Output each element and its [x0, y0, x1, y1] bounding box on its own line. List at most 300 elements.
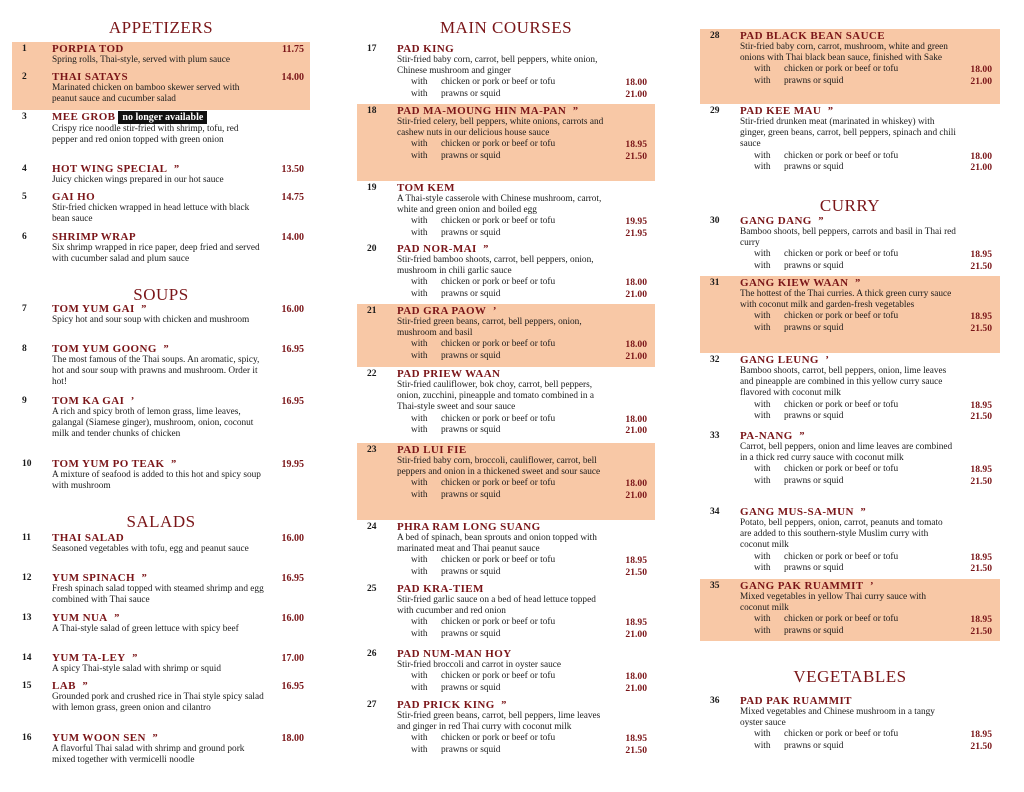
- option-price: 21.50: [970, 626, 992, 638]
- item-description: Juicy chicken wings prepared in our hot sauce: [52, 175, 224, 185]
- option-with-label: with: [411, 555, 428, 566]
- option-with-label: with: [411, 339, 428, 350]
- section-heading-salads: SALADS: [126, 512, 196, 531]
- item-description: A Thai-style salad of green lettuce with spicy beef: [52, 624, 239, 634]
- item-description: Stir-fried baby corn, broccoli, cauliflower, carrot, bell peppers and onion in a thickened sweet and sour sauce: [397, 456, 601, 478]
- item-number: 36: [710, 696, 720, 706]
- option-price: 18.00: [970, 150, 992, 162]
- item-description: Spicy hot and sour soup with chicken and mushroom: [52, 315, 250, 325]
- item-name: SHRIMP WRAP: [52, 231, 136, 243]
- item-name-row: [740, 354, 996, 366]
- menu-item-lab: [12, 679, 310, 714]
- item-name-row: [740, 215, 996, 227]
- menu-item-tom-ka-gai: [12, 394, 310, 441]
- price-option-row: [411, 490, 651, 502]
- item-description: Stir-fried baby corn, carrot, bell peppers, white onion, Chinese mushroom and ginger: [397, 55, 598, 77]
- item-name: PAD KING: [397, 43, 455, 55]
- price-option-row: [754, 261, 996, 273]
- price-option-row: [754, 411, 996, 423]
- item-name: PORPIA TOD: [52, 43, 124, 55]
- menu-item-tom-yum-po-teak: [12, 457, 310, 492]
- item-name: GANG LEUNG: [740, 354, 819, 366]
- item-price: 16.95: [281, 396, 304, 407]
- option-protein: prawns or squid: [441, 89, 501, 100]
- option-protein: chicken or pork or beef or tofu: [441, 555, 556, 566]
- option-protein: prawns or squid: [784, 323, 844, 334]
- option-price: 18.95: [625, 555, 647, 567]
- item-description: Grounded pork and crushed rice in Thai style spicy salad with lemon grass, green onion and cilantro: [52, 692, 264, 714]
- price-option-row: [411, 671, 651, 683]
- item-price: 14.00: [281, 232, 304, 243]
- chili-spicy-icon: ”: [140, 572, 146, 584]
- option-with-label: with: [411, 89, 428, 100]
- section-heading-vegetables: VEGETABLES: [793, 667, 907, 686]
- option-protein: prawns or squid: [441, 567, 501, 578]
- option-price: 21.00: [970, 162, 992, 174]
- item-description: Stir-fried celery, bell peppers, white onions, carrots and cashew nuts in our delicious house sauce: [397, 117, 604, 139]
- option-protein: chicken or pork or beef or tofu: [784, 551, 899, 562]
- item-number: 3: [22, 112, 27, 122]
- menu-item-yum-spinach: [12, 571, 310, 606]
- option-price: 18.95: [970, 614, 992, 626]
- option-price: 21.00: [625, 351, 647, 363]
- item-description: Potato, bell peppers, onion, carrot, peanuts and tomato are added to this southern-style Muslim curry with coconut milk: [740, 518, 943, 551]
- item-name-row: [52, 612, 306, 624]
- option-price: 21.00: [625, 629, 647, 641]
- price-option-row: [411, 151, 651, 163]
- option-price: 18.95: [625, 733, 647, 745]
- price-option-row: [411, 89, 651, 101]
- item-number: 6: [22, 232, 27, 242]
- item-name: TOM YUM GAI: [52, 303, 135, 315]
- menu-item-gang-mus-sa-mun: [700, 505, 1000, 575]
- option-protein: chicken or pork or beef or tofu: [441, 216, 556, 227]
- option-with-label: with: [754, 729, 771, 740]
- item-description: Stir-fried bamboo shoots, carrot, bell peppers, onion, mushroom in chili garlic sauce: [397, 255, 594, 277]
- option-protein: prawns or squid: [441, 289, 501, 300]
- item-name-row: [740, 695, 996, 707]
- option-protein: prawns or squid: [441, 490, 501, 501]
- chili-spicy-icon: ”: [859, 506, 865, 518]
- option-protein: chicken or pork or beef or tofu: [441, 277, 556, 288]
- item-name-row: [397, 444, 651, 456]
- option-protein: chicken or pork or beef or tofu: [784, 311, 899, 322]
- item-number: 2: [22, 72, 27, 82]
- item-description: Seasoned vegetables with tofu, egg and peanut sauce: [52, 544, 249, 554]
- chili-spicy-icon: ”: [173, 163, 178, 175]
- menu-item-pad-lui-fie: [357, 443, 655, 520]
- item-number: 26: [367, 649, 377, 659]
- item-description: Stir-fried chicken wrapped in head lettuce with black bean sauce: [52, 203, 250, 225]
- item-name: GANG DANG: [740, 215, 812, 227]
- item-description: Stir-fried green beans, carrot, bell peppers, onion, mushroom and basil: [397, 317, 582, 339]
- item-name-row: [52, 71, 306, 83]
- option-with-label: with: [754, 626, 771, 637]
- item-description: Spring rolls, Thai-style, served with plum sauce: [52, 55, 230, 65]
- option-with-label: with: [411, 216, 428, 227]
- item-name-row: [397, 368, 651, 380]
- item-name-row: [740, 277, 996, 289]
- option-protein: prawns or squid: [784, 261, 844, 272]
- menu-item-hot-wing-special: [12, 162, 310, 186]
- option-protein: prawns or squid: [784, 162, 844, 173]
- option-protein: chicken or pork or beef or tofu: [784, 249, 899, 260]
- chili-spicy-icon: ’: [824, 354, 828, 366]
- menu-item-pad-kra-tiem: [357, 582, 655, 641]
- chili-spicy-icon: ”: [140, 303, 146, 315]
- item-name: LAB: [52, 680, 76, 692]
- item-name-row: [52, 191, 306, 203]
- option-with-label: with: [754, 261, 771, 272]
- item-name: HOT WING SPECIAL: [52, 163, 168, 175]
- price-option-row: [411, 733, 651, 745]
- menu-item-pad-ma-moung-hin-ma-pan: [357, 104, 655, 181]
- price-option-row: [411, 77, 651, 89]
- item-number: 32: [710, 355, 720, 365]
- price-option-row: [754, 323, 996, 335]
- item-name-row: [52, 652, 306, 664]
- option-with-label: with: [411, 139, 428, 150]
- menu-item-pad-kee-mau: [700, 104, 1000, 174]
- price-option-row: [754, 552, 996, 564]
- item-price: 16.95: [281, 681, 304, 692]
- price-option-row: [754, 64, 996, 76]
- item-description: Mixed vegetables in yellow Thai curry sauce with coconut milk: [740, 592, 926, 614]
- option-protein: chicken or pork or beef or tofu: [784, 64, 899, 75]
- price-option-row: [754, 162, 996, 174]
- item-name-row: [52, 111, 306, 124]
- price-option-row: [754, 400, 996, 412]
- item-name: PAD MA-MOUNG HIN MA-PAN: [397, 105, 567, 117]
- option-with-label: with: [411, 490, 428, 501]
- chili-spicy-icon: ”: [827, 105, 832, 117]
- section-heading-curry: CURRY: [819, 196, 881, 215]
- item-number: 13: [22, 613, 32, 623]
- option-with-label: with: [754, 76, 771, 87]
- option-price: 18.95: [625, 617, 647, 629]
- option-price: 18.00: [625, 277, 647, 289]
- item-name-row: [397, 182, 651, 194]
- item-name: PHRA RAM LONG SUANG: [397, 521, 541, 533]
- option-protein: prawns or squid: [441, 745, 501, 756]
- option-price: 18.00: [625, 671, 647, 683]
- item-number: 34: [710, 507, 720, 517]
- item-name: PAD BLACK BEAN SAUCE: [740, 30, 886, 42]
- option-price: 18.95: [970, 551, 992, 563]
- chili-spicy-icon: ”: [170, 458, 175, 470]
- item-name-row: [52, 343, 306, 355]
- item-name: PAD PRICK KING: [397, 699, 495, 711]
- option-protein: chicken or pork or beef or tofu: [441, 671, 556, 682]
- item-name: GAI HO: [52, 191, 96, 203]
- chili-spicy-icon: ”: [162, 343, 168, 355]
- menu-item-gang-leung: [700, 353, 1000, 423]
- item-number: 7: [22, 304, 27, 314]
- price-option-row: [411, 277, 651, 289]
- item-price: 14.75: [281, 192, 304, 203]
- item-name: YUM NUA: [52, 612, 108, 624]
- option-price: 21.50: [970, 476, 992, 488]
- option-price: 21.50: [970, 411, 992, 423]
- item-price: 13.50: [281, 164, 304, 175]
- price-option-row: [754, 249, 996, 261]
- item-name-row: [52, 395, 306, 407]
- item-name-row: [397, 521, 651, 533]
- menu-item-mee-grob: [12, 110, 310, 146]
- item-description: Stir-fried green beans, carrot, bell peppers, lime leaves and ginger in red Thai curry with coconut milk: [397, 711, 601, 733]
- option-with-label: with: [411, 617, 428, 628]
- item-number: 21: [367, 306, 377, 316]
- item-name: PAD PAK RUAMMIT: [740, 695, 852, 707]
- option-protein: prawns or squid: [784, 741, 844, 752]
- option-price: 18.95: [970, 311, 992, 323]
- item-number: 15: [22, 681, 32, 691]
- item-description: Stir-fried garlic sauce on a bed of head lettuce topped with cucumber and red onion: [397, 595, 596, 617]
- option-with-label: with: [411, 733, 428, 744]
- item-name: PAD NUM-MAN HOY: [397, 648, 512, 660]
- price-option-row: [754, 464, 996, 476]
- item-name: GANG MUS-SA-MUN: [740, 506, 854, 518]
- price-option-row: [411, 425, 651, 437]
- option-protein: prawns or squid: [784, 476, 844, 487]
- price-option-row: [754, 151, 996, 163]
- menu-item-thai-salad: [12, 531, 310, 555]
- option-price: 21.00: [625, 89, 647, 101]
- option-with-label: with: [754, 323, 771, 334]
- option-with-label: with: [754, 64, 771, 75]
- option-price: 18.00: [625, 413, 647, 425]
- option-with-label: with: [411, 77, 428, 88]
- price-option-row: [754, 741, 996, 753]
- chili-spicy-icon: ”: [798, 430, 804, 442]
- item-description: Mixed vegetables and Chinese mushroom in a tangy oyster sauce: [740, 707, 935, 729]
- option-price: 18.95: [970, 399, 992, 411]
- price-option-row: [754, 563, 996, 575]
- item-number: 30: [710, 216, 720, 226]
- menu-item-tom-kem: [357, 181, 655, 240]
- option-price: 21.00: [625, 289, 647, 301]
- chili-spicy-icon: ”: [817, 215, 823, 227]
- option-with-label: with: [754, 464, 771, 475]
- item-number: 23: [367, 445, 377, 455]
- item-name: PA-NANG: [740, 430, 793, 442]
- chili-spicy-icon: ”: [113, 612, 119, 624]
- option-price: 18.00: [625, 77, 647, 89]
- item-description: Marinated chicken on bamboo skewer served with peanut sauce and cucumber salad: [52, 83, 240, 105]
- menu-item-pad-prick-king: [357, 698, 655, 757]
- item-number: 35: [710, 581, 720, 591]
- option-protein: chicken or pork or beef or tofu: [441, 733, 556, 744]
- price-option-row: [411, 351, 651, 363]
- item-name-row: [740, 580, 996, 592]
- item-number: 12: [22, 573, 32, 583]
- menu-item-gang-pak-ruammit: [700, 579, 1000, 641]
- option-with-label: with: [754, 399, 771, 410]
- option-with-label: with: [411, 228, 428, 239]
- item-name-row: [397, 43, 651, 55]
- option-price: 21.50: [970, 323, 992, 335]
- item-name: YUM SPINACH: [52, 572, 135, 584]
- option-protein: chicken or pork or beef or tofu: [441, 617, 556, 628]
- item-name-row: [397, 648, 651, 660]
- option-with-label: with: [411, 671, 428, 682]
- option-price: 21.00: [625, 490, 647, 502]
- price-option-row: [754, 729, 996, 741]
- menu-item-yum-nua: [12, 611, 310, 635]
- menu-item-porpia-tod: [12, 42, 310, 70]
- item-name: PAD LUI FIE: [397, 444, 467, 456]
- option-protein: prawns or squid: [441, 425, 501, 436]
- item-number: 20: [367, 244, 377, 254]
- option-with-label: with: [411, 277, 428, 288]
- option-with-label: with: [411, 567, 428, 578]
- option-with-label: with: [754, 162, 771, 173]
- item-description: Stir-fried drunken meat (marinated in whiskey) with ginger, green beans, carrot, bell peppers, spinach and chili sauce: [740, 117, 956, 150]
- option-price: 21.50: [625, 567, 647, 579]
- chili-spicy-icon: ”: [131, 652, 137, 664]
- option-with-label: with: [754, 551, 771, 562]
- item-name-row: [52, 572, 306, 584]
- price-option-row: [411, 139, 651, 151]
- item-description: Bamboo shoots, carrot, bell peppers, onion, lime leaves and pineapple are combined in this yellow curry sauce flavored with coconut milk: [740, 366, 947, 399]
- option-protein: chicken or pork or beef or tofu: [784, 729, 899, 740]
- menu-item-yum-woon-sen: [12, 731, 310, 766]
- menu-item-pad-nor-mai: [357, 242, 655, 301]
- menu-item-pad-priew-waan: [357, 367, 655, 437]
- item-number: 16: [22, 733, 32, 743]
- item-name: PAD KEE MAU: [740, 105, 822, 117]
- item-name-row: [397, 105, 651, 117]
- price-option-row: [754, 476, 996, 488]
- menu-item-pad-num-man-hoy: [357, 647, 655, 695]
- item-name-row: [52, 680, 306, 692]
- option-price: 21.95: [625, 228, 647, 240]
- chili-spicy-icon: ”: [482, 243, 488, 255]
- item-name: PAD KRA-TIEM: [397, 583, 484, 595]
- option-protein: prawns or squid: [441, 351, 501, 362]
- item-name-row: [740, 105, 996, 117]
- menu-item-gai-ho: [12, 190, 310, 225]
- item-name-row: [52, 231, 306, 243]
- price-option-row: [411, 228, 651, 240]
- item-number: 9: [22, 396, 27, 406]
- item-name: PAD NOR-MAI: [397, 243, 477, 255]
- item-number: 17: [367, 44, 377, 54]
- price-option-row: [754, 311, 996, 323]
- option-with-label: with: [411, 682, 428, 693]
- option-price: 19.95: [625, 216, 647, 228]
- item-number: 25: [367, 584, 377, 594]
- item-description: A mixture of seafood is added to this hot and spicy soup with mushroom: [52, 470, 261, 492]
- option-price: 21.00: [970, 76, 992, 88]
- option-with-label: with: [754, 614, 771, 625]
- item-number: 24: [367, 522, 377, 532]
- item-name: YUM WOON SEN: [52, 732, 146, 744]
- item-name-row: [740, 506, 996, 518]
- item-description: A Thai-style casserole with Chinese mushroom, carrot, white and green onion and boiled egg: [397, 194, 602, 216]
- item-number: 31: [710, 278, 720, 288]
- item-number: 5: [22, 192, 27, 202]
- item-number: 33: [710, 431, 720, 441]
- item-price: 16.00: [281, 613, 304, 624]
- option-with-label: with: [411, 478, 428, 489]
- option-protein: chicken or pork or beef or tofu: [784, 150, 899, 161]
- option-price: 18.00: [625, 339, 647, 351]
- item-name-row: [52, 532, 306, 544]
- option-with-label: with: [754, 311, 771, 322]
- item-number: 22: [367, 369, 377, 379]
- item-name: MEE GROB: [52, 111, 116, 123]
- option-protein: chicken or pork or beef or tofu: [441, 478, 556, 489]
- item-name-row: [740, 30, 996, 42]
- item-name-row: [52, 303, 306, 315]
- menu-item-yum-ta-ley: [12, 651, 310, 675]
- item-price: 18.00: [281, 733, 304, 744]
- item-name: YUM TA-LEY: [52, 652, 126, 664]
- menu-item-thai-satays: [12, 70, 310, 110]
- item-description: A spicy Thai-style salad with shrimp or squid: [52, 664, 221, 674]
- option-protein: chicken or pork or beef or tofu: [784, 614, 899, 625]
- item-price: 11.75: [282, 44, 304, 55]
- menu-item-pad-king: [357, 42, 655, 101]
- item-name: TOM YUM GOONG: [52, 343, 157, 355]
- chili-spicy-icon: ”: [500, 699, 506, 711]
- item-description: A rich and spicy broth of lemon grass, lime leaves, galangal (Siamese ginger), mushroom, onion, coconut milk and tender chunks of chicken: [52, 407, 254, 440]
- item-description: Stir-fried baby corn, carrot, mushroom, white and green onions with Thai black bean sauce, finished with Sake: [740, 42, 948, 64]
- item-name-row: [397, 699, 651, 711]
- option-price: 21.00: [625, 682, 647, 694]
- price-option-row: [411, 629, 651, 641]
- item-name: GANG KIEW WAAN: [740, 277, 849, 289]
- option-price: 21.50: [970, 563, 992, 575]
- item-name-row: [397, 243, 651, 255]
- section-heading-main-courses: MAIN COURSES: [439, 18, 573, 37]
- menu-item-tom-yum-gai: [12, 302, 310, 326]
- option-protein: prawns or squid: [784, 626, 844, 637]
- menu-item-pad-gra-paow: [357, 304, 655, 367]
- item-number: 29: [710, 106, 720, 116]
- item-description: Fresh spinach salad topped with steamed shrimp and egg combined with Thai sauce: [52, 584, 264, 606]
- price-option-row: [754, 614, 996, 626]
- option-protein: chicken or pork or beef or tofu: [784, 399, 899, 410]
- option-with-label: with: [754, 476, 771, 487]
- item-name: TOM YUM PO TEAK: [52, 458, 165, 470]
- chili-spicy-icon: ”: [854, 277, 859, 289]
- price-option-row: [411, 683, 651, 695]
- item-description: Stir-fried broccoli and carrot in oyster sauce: [397, 660, 561, 670]
- option-price: 21.50: [625, 745, 647, 757]
- option-with-label: with: [754, 150, 771, 161]
- option-with-label: with: [411, 425, 428, 436]
- price-option-row: [411, 617, 651, 629]
- item-price: 16.00: [281, 304, 304, 315]
- option-protein: chicken or pork or beef or tofu: [784, 464, 899, 475]
- price-option-row: [411, 555, 651, 567]
- item-number: 18: [367, 106, 377, 116]
- option-price: 21.50: [970, 741, 992, 753]
- option-price: 18.00: [625, 478, 647, 490]
- item-name: GANG PAK RUAMMIT: [740, 580, 864, 592]
- option-protein: prawns or squid: [784, 563, 844, 574]
- option-with-label: with: [411, 745, 428, 756]
- menu-item-gang-dang: [700, 214, 1000, 273]
- option-price: 21.50: [625, 151, 647, 163]
- item-name-row: [740, 430, 996, 442]
- option-with-label: with: [411, 413, 428, 424]
- option-with-label: with: [411, 351, 428, 362]
- item-price: 16.95: [281, 344, 304, 355]
- price-option-row: [411, 567, 651, 579]
